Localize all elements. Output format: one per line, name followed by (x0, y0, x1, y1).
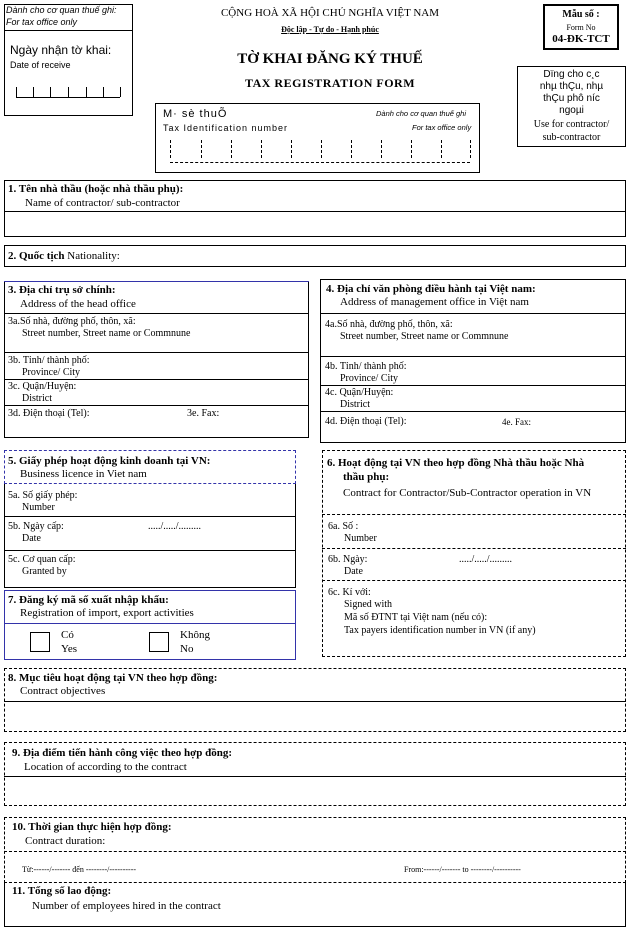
s3a-label: 3a.Số nhà, đường phố, thôn, xã: (8, 316, 136, 327)
s6-title-line2: thầu phụ: (343, 471, 390, 483)
s6c-tin-label-en: Tax payers identification number in VN (if any) (344, 625, 536, 636)
duration-from-vn[interactable]: Từ:------/------- đến --------/---------- (22, 865, 137, 874)
yes-label: Có (61, 629, 74, 641)
form-no-label: Mẫu số : (562, 9, 600, 20)
s4d-label[interactable]: 4d. Điện thoại (Tel): (325, 416, 407, 427)
s6a-label: 6a. Số : (328, 521, 359, 532)
s1-sub: Name of contractor/ sub-contractor (25, 197, 180, 209)
s8-title: 8. Mục tiêu hoạt động tại VN theo hợp đồng: (8, 672, 218, 684)
s4a-label: 4a.Số nhà, đường phố, thôn, xã: (325, 319, 453, 330)
s4c-label: 4c. Quận/Huyện: (325, 387, 394, 398)
s5b-label-en: Date (22, 533, 41, 544)
s3b-field[interactable] (4, 379, 309, 380)
s4e-label[interactable]: 4e. Fax: (502, 417, 531, 427)
tax-id-field[interactable] (170, 162, 470, 163)
s4a-field[interactable] (320, 356, 626, 357)
s6c-tin-label: Mã số ĐTNT tại Việt nam (nếu có): (344, 612, 488, 623)
s5-sub: Business licence in Viet nam (20, 468, 147, 480)
s4-title: 4. Địa chỉ văn phòng điều hành tại Việt nam: (326, 283, 536, 295)
use-for-line: Dïng cho c¸c (543, 69, 600, 80)
use-for-line: thÇu phô níc (543, 93, 600, 104)
yes-label-en: Yes (61, 643, 78, 655)
s3-title: 3. Địa chỉ trụ sở chính: (8, 284, 116, 296)
s3-sub: Address of the head office (20, 298, 136, 310)
s3c-label-en: District (22, 393, 52, 404)
s5a-label-en: Number (22, 502, 55, 513)
s5a-label: 5a. Số giấy phép: (8, 490, 78, 501)
s10-sub: Contract duration: (25, 835, 106, 847)
s9-title: 9. Địa điểm tiến hành công việc theo hợp đồng: (12, 747, 232, 759)
form-no-label-en: Form No (566, 23, 596, 32)
s6a-field[interactable] (322, 548, 626, 549)
use-for-line-en: Use for contractor/ (533, 119, 610, 130)
s8-field[interactable] (4, 701, 626, 702)
tax-id-label-en: Tax Identification number (163, 123, 289, 133)
office-box-line2: For tax office only (6, 17, 78, 27)
s11-title: 11. Tổng số lao động: (12, 885, 112, 897)
s5b-date[interactable]: ...../...../......... (148, 521, 202, 532)
s3b-label: 3b. Tỉnh/ thành phố: (8, 355, 90, 366)
s4-sub: Address of management office in Việt nam (340, 296, 529, 308)
office-box-line1: Dành cho cơ quan thuế ghi: (6, 5, 117, 15)
s4a-label-en: Street number, Street name or Commnune (340, 331, 509, 342)
yes-checkbox[interactable] (30, 632, 50, 652)
use-for-line-en: sub-contractor (542, 132, 601, 143)
s5b-label: 5b. Ngày cấp: (8, 521, 64, 532)
s6-title-line1: 6. Hoạt động tại VN theo hợp đồng Nhà thầu hoặc Nhà (327, 457, 585, 469)
s5a-field[interactable] (4, 516, 296, 517)
s10-title: 10. Thời gian thực hiện hợp đồng: (12, 821, 172, 833)
republic-header: CỘNG HOÀ XÃ HỘI CHỦ NGHĨA VIỆT NAM (220, 7, 440, 19)
s9-field[interactable] (4, 776, 626, 777)
s7-title: 7. Đăng ký mã số xuất nhập khẩu: (8, 594, 169, 606)
duration-from-en[interactable]: From:------/------- to --------/---------- (404, 865, 521, 874)
s5c-label-en: Granted by (22, 566, 67, 577)
s4c-field[interactable] (320, 411, 626, 412)
s5-title: 5. Giấy phép hoạt động kinh doanh tại VN: (8, 455, 211, 467)
s8-sub: Contract objectives (20, 685, 106, 697)
s3a-field[interactable] (4, 352, 309, 353)
tax-id-office-note: Dành cho cơ quan thuế ghi (376, 109, 467, 118)
s3a-label-en: Street number, Street name or Commnune (22, 328, 191, 339)
s2-label (8, 250, 120, 262)
s3d-label[interactable]: 3d. Điện thoại (Tel): (8, 408, 90, 419)
use-for-line: ngoµi (559, 105, 584, 116)
s6a-label-en: Number (344, 533, 377, 544)
title-vn: TỜ KHAI ĐĂNG KÝ THUẾ (237, 51, 423, 67)
s9-sub: Location of according to the contract (24, 761, 187, 773)
s4b-label-en: Province/ City (340, 373, 399, 384)
s3b-label-en: Province/ City (22, 367, 81, 378)
s6b-date[interactable]: ...../...../......... (459, 554, 513, 565)
no-label: Không (180, 629, 210, 641)
s6c-label: 6c. Kí với: (328, 587, 371, 598)
receive-date-label: Ngày nhận tờ khai: (10, 43, 112, 57)
s4c-label-en: District (340, 399, 370, 410)
s4b-label: 4b. Tỉnh/ thành phố: (325, 361, 407, 372)
s3c-label: 3c. Quận/Huyện: (8, 381, 77, 392)
s6c-label-en: Signed with (344, 599, 393, 610)
receive-date-field[interactable] (16, 97, 120, 98)
motto: Độc lập - Tự do - Hạnh phúc (281, 25, 379, 34)
s6b-label: 6b. Ngày: (328, 554, 368, 565)
use-for-line: nhµ thÇu, nhµ (539, 81, 604, 92)
s11-sub: Number of employees hired in the contract (32, 900, 221, 912)
s1-title: 1. Tên nhà thầu (hoặc nhà thầu phụ): (8, 183, 184, 195)
tax-id-office-note-en: For tax office only (412, 123, 472, 132)
title-en: TAX REGISTRATION FORM (244, 76, 416, 90)
s4b-field[interactable] (320, 385, 626, 386)
s6b-label-en: Date (344, 566, 363, 577)
s3e-label[interactable]: 3e. Fax: (187, 408, 220, 419)
tax-id-label: M· sè thuÕ (163, 108, 228, 120)
receive-date-label-en: Date of receive (10, 60, 71, 70)
no-checkbox[interactable] (149, 632, 169, 652)
s7-sub: Registration of import, export activities (20, 607, 194, 619)
s2-sub: Nationality: (67, 250, 120, 262)
s2-title: 2. Quốc tịch (8, 250, 65, 262)
s5c-label: 5c. Cơ quan cấp: (8, 554, 76, 565)
form-code: 04-ĐK-TCT (552, 33, 610, 45)
no-label-en: No (180, 643, 194, 655)
s3c-field[interactable] (4, 405, 309, 406)
s6-sub: Contract for Contractor/Sub-Contractor operation in VN (343, 487, 592, 499)
